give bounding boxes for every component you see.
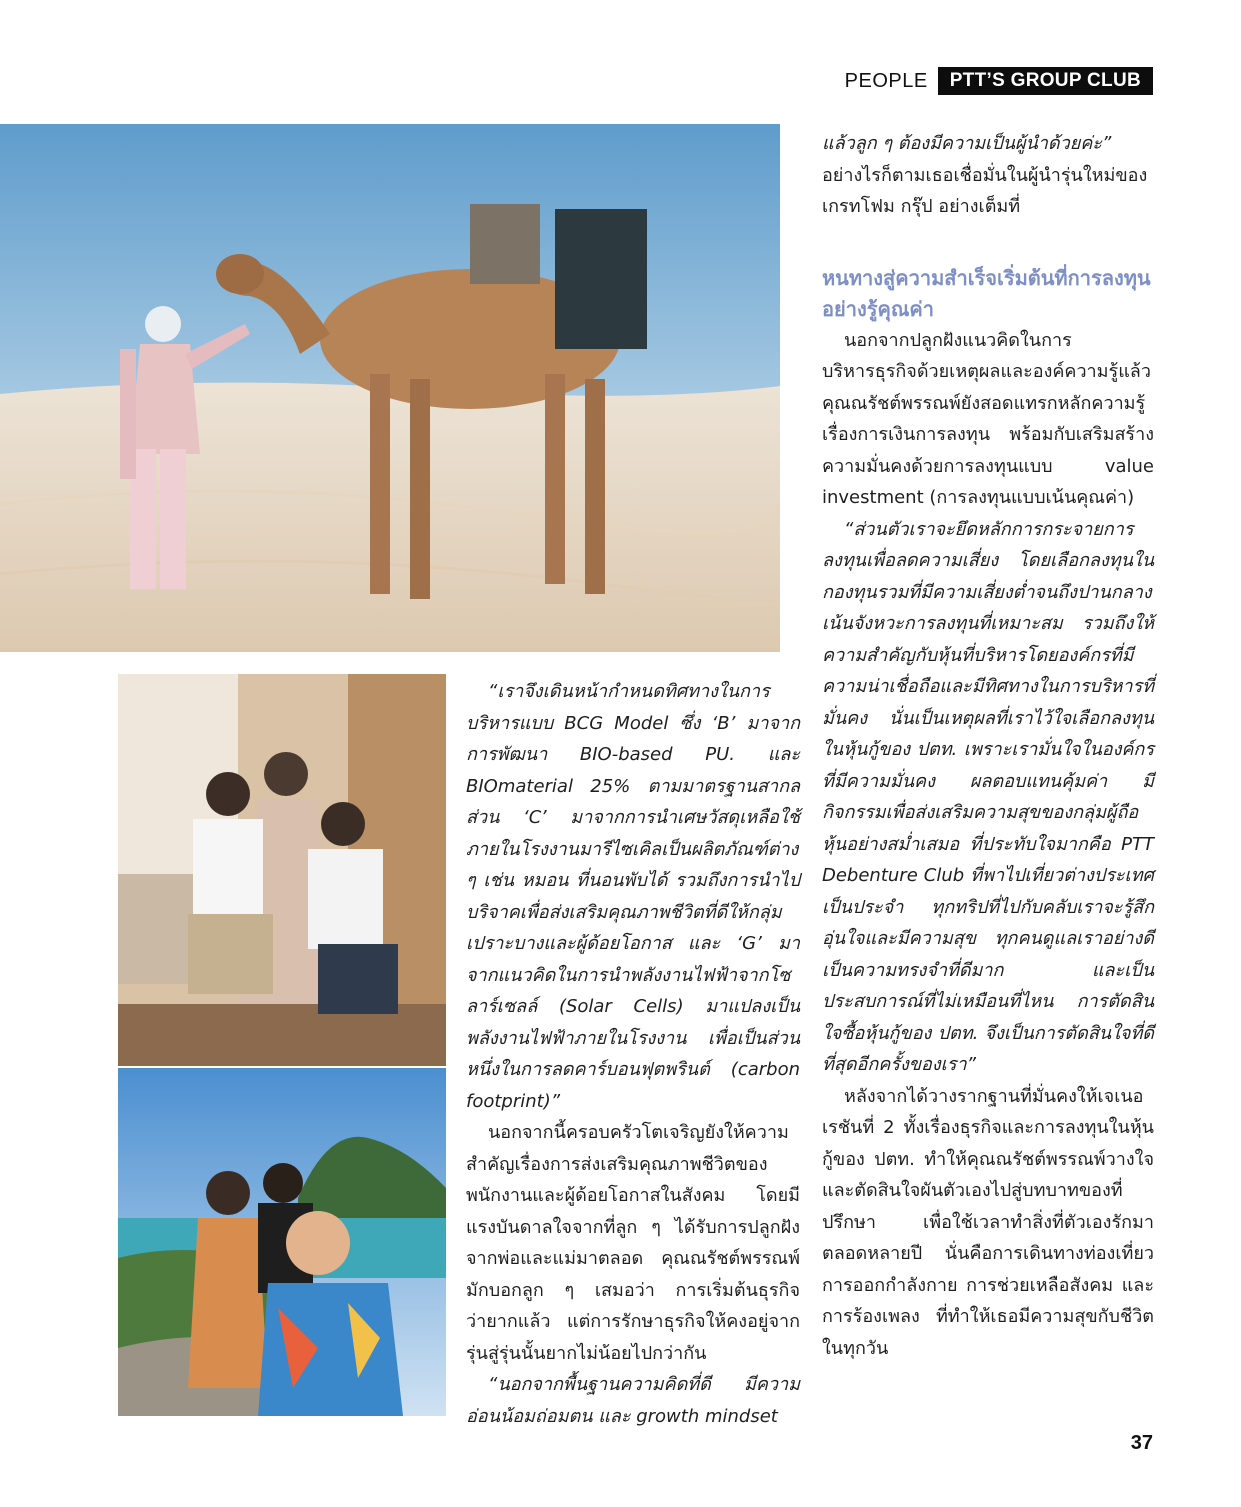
page-number: 37 xyxy=(1130,1432,1153,1454)
family-beach-selfie-photo xyxy=(118,1068,446,1416)
paragraph: อย่างไรก็ตามเธอเชื่อมั่นในผู้นำรุ่นใหม่ของเกรทโฟม กรุ๊ป อย่างเต็มที่ xyxy=(822,164,1148,217)
section-label: PEOPLE xyxy=(844,69,928,92)
section-subheading: หนทางสู่ความสำเร็จเริ่มต้นที่การลงทุนอย่างรู้คุณค่า xyxy=(822,265,1151,321)
club-badge: PTT’S GROUP CLUB xyxy=(938,67,1153,95)
opening-quote-line: แล้วลูก ๆ ต้องมีความเป็นผู้นำด้วยค่ะ” xyxy=(822,133,1112,154)
right-text-column xyxy=(822,128,1154,1364)
quote-paragraph: “เราจึงเดินหน้ากำหนดทิศทางในการบริหารแบบ BCG Model ซึ่ง ‘B’ มาจากการพัฒนา BIO-based PU. และ BIOmaterial 25% ตามมาตรฐานสากล ส่วน ‘C’ มาจากการนำเศษวัสดุเหลือใช้ภายในโรงงานมารีไซเคิลเป็นผลิตภัณฑ์ต่าง ๆ เช่น หมอน ที่นอนพับได้ รวมถึงการนำไปบริจาคเพื่อส่งเสริมคุณภาพชีวิตที่ดีให้กลุ่มเปราะบางและผู้ด้อยโอกาส และ ‘G’ มาจากแนวคิดในการนำพลังงานไฟฟ้าจากโซลาร์เซลล์ (Solar Cells) มาแปลงเป็นพลังงานไฟฟ้าภายในโรงงาน เพื่อเป็นส่วนหนึ่งในการลดคาร์บอนฟุตพรินต์ (carbon footprint)” xyxy=(466,681,800,1112)
paragraph: นอกจากปลูกฝังแนวคิดในการบริหารธุรกิจด้วยเหตุผลและองค์ความรู้แล้ว คุณณรัชต์พรรณพ์ยังสอดแทรกหลักความรู้เรื่องการเงินการลงทุน พร้อมกับเสริมสร้างความมั่นคงด้วยการลงทุนแบบ value investment (การลงทุนแบบเน้นคุณค่า) xyxy=(822,329,1154,508)
family-portrait-photo xyxy=(118,674,446,1066)
paragraph: หลังจากได้วางรากฐานที่มั่นคงให้เจเนอเรชันที่ 2 ทั้งเรื่องธุรกิจและการลงทุนในหุ้นกู้ของ ปตท. ทำให้คุณณรัชต์พรรณพ์วางใจและตัดสินใจผันตัวเองไปสู่บทบาทของที่ปรึกษา เพื่อใช้เวลาทำสิ่งที่ตัวเองรักมาตลอดหลายปี นั่นคือการเดินทางท่องเที่ยว การออกกำลังกาย การช่วยเหลือสังคม และการร้องเพลง ที่ทำให้เธอมีความสุขกับชีวิตในทุกวัน xyxy=(822,1085,1154,1359)
quote-paragraph: “ส่วนตัวเราจะยึดหลักการกระจายการลงทุนเพื่อลดความเสี่ยง โดยเลือกลงทุนในกองทุนรวมที่มีความเสี่ยงต่ำจนถึงปานกลาง เน้นจังหวะการลงทุนที่เหมาะสม รวมถึงให้ความสำคัญกับหุ้นที่บริหารโดยองค์กรที่มีความน่าเชื่อถือและมีทิศทางในการบริหารที่มั่นคง นั่นเป็นเหตุผลที่เราไว้ใจเลือกลงทุนในหุ้นกู้ของ ปตท. เพราะเรามั่นใจในองค์กรที่มีความมั่นคง ผลตอบแทนคุ้มค่า มีกิจกรรมเพื่อส่งเสริมความสุขของกลุ่มผู้ถือหุ้นอย่างสม่ำเสมอ ที่ประทับใจมากคือ PTT Debenture Club ที่พาไปเที่ยวต่างประเทศเป็นประจำ ทุกทริปที่ไปกับคลับเราจะรู้สึกอุ่นใจและมีความสุข ทุกคนดูแลเราอย่างดี เป็นความทรงจำที่ดีมาก และเป็นประสบการณ์ที่ไม่เหมือนที่ไหน การตัดสินใจซื้อหุ้นกู้ของ ปตท. จึงเป็นการตัดสินใจที่ดีที่สุดอีกครั้งของเรา” xyxy=(822,518,1155,1075)
paragraph: นอกจากนี้ครอบครัวโตเจริญยังให้ความสำคัญเรื่องการส่งเสริมคุณภาพชีวิตของพนักงานและผู้ด้อยโอกาสในสังคม โดยมีแรงบันดาลใจจากที่ลูก ๆ ได้รับการปลูกฝังจากพ่อและแม่มาตลอด คุณณรัชต์พรรณพ์มักบอกลูก ๆ เสมอว่า การเริ่มต้นธุรกิจว่ายากแล้ว แต่การรักษาธุรกิจให้คงอยู่จากรุ่นสู่รุ่นนั้นยากไม่น้อยไปกว่ากัน xyxy=(466,1122,800,1364)
page-header xyxy=(845,66,1153,96)
camel-in-desert-photo xyxy=(0,124,780,652)
quote-paragraph: “นอกจากพื้นฐานความคิดที่ดี มีความอ่อนน้อมถ่อมตน และ growth mindset xyxy=(466,1374,800,1427)
middle-text-column xyxy=(466,676,800,1432)
